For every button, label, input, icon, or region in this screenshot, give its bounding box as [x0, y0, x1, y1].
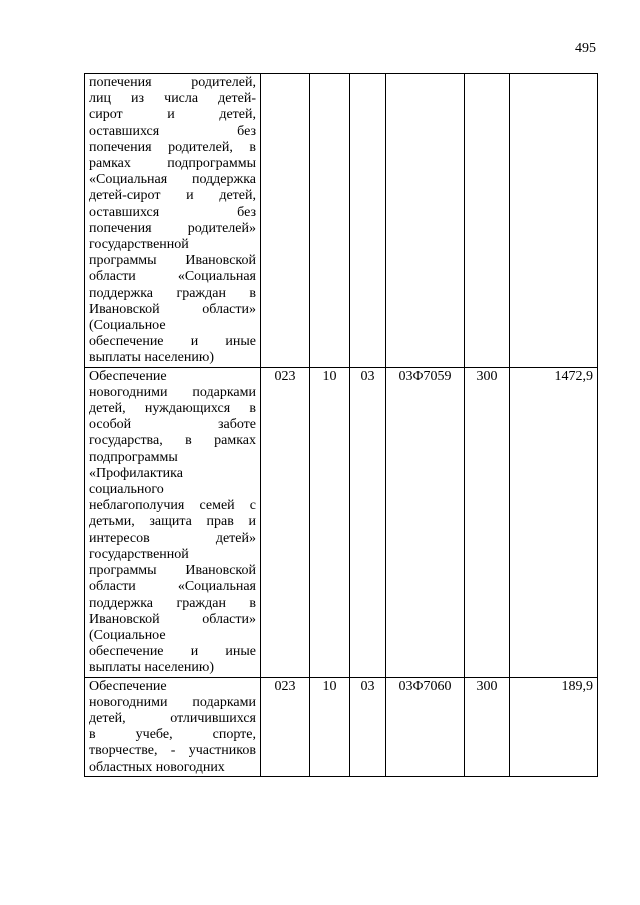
target-item-cell	[386, 74, 465, 368]
description-line: Обеспечение	[89, 678, 167, 694]
description-line: лиц из числа детей-	[89, 91, 256, 107]
subsection-code-cell: 03	[350, 367, 386, 677]
table-row	[85, 677, 598, 776]
description-line: новогодними подарками	[89, 694, 256, 710]
description-line: программы Ивановской	[89, 253, 256, 269]
description-line: новогодними подарками	[89, 384, 256, 400]
subsection-code-cell: 03	[350, 677, 386, 776]
target-item-cell: 03Ф7059	[386, 367, 465, 677]
table-body	[85, 74, 598, 777]
description-line: Ивановской области»	[89, 301, 256, 317]
description-line: выплаты населению)	[89, 350, 214, 366]
description-line: программы Ивановской	[89, 563, 256, 579]
subsection-code-cell	[350, 74, 386, 368]
description-cell	[85, 677, 261, 776]
description-line: детей-сирот и детей,	[89, 188, 256, 204]
ministry-code-cell: 023	[261, 367, 310, 677]
ministry-code-cell	[261, 74, 310, 368]
description-cell	[85, 74, 261, 368]
description-cell	[85, 367, 261, 677]
description-line: творчестве, - участников	[89, 743, 256, 759]
description-line: оставшихся без	[89, 204, 256, 220]
description-line: попечения родителей, в	[89, 139, 256, 155]
page-number: 495	[575, 41, 596, 56]
description-line: областных новогодних	[89, 759, 225, 775]
section-code-cell: 10	[310, 677, 350, 776]
description-line: Обеспечение	[89, 368, 167, 384]
description-line: государственной	[89, 546, 189, 562]
description-line: интересов детей»	[89, 530, 256, 546]
table-row	[85, 74, 598, 368]
description-line: детей, нуждающихся в	[89, 401, 256, 417]
description-line: поддержка граждан в	[89, 285, 256, 301]
amount-cell: 1472,9	[510, 367, 598, 677]
description-line: рамках подпрограммы	[89, 156, 256, 172]
description-line: попечения родителей»	[89, 220, 256, 236]
section-code-cell	[310, 74, 350, 368]
description-line: в учебе, спорте,	[89, 727, 256, 743]
description-line: выплаты населению)	[89, 660, 214, 676]
description-line: попечения родителей,	[89, 75, 256, 90]
description-line: детьми, защита прав и	[89, 514, 256, 530]
description-line: области «Социальная	[89, 579, 256, 595]
expense-type-cell	[465, 74, 510, 368]
description-line: обеспечение и иные	[89, 644, 256, 660]
description-line: области «Социальная	[89, 269, 256, 285]
section-code-cell: 10	[310, 367, 350, 677]
budget-table	[84, 73, 598, 777]
description-line: подпрограммы	[89, 449, 178, 465]
description-line: Ивановской области»	[89, 611, 256, 627]
expense-type-cell: 300	[465, 677, 510, 776]
description-line: обеспечение и иные	[89, 334, 256, 350]
description-line: (Социальное	[89, 627, 166, 643]
amount-cell: 189,9	[510, 677, 598, 776]
target-item-cell: 03Ф7060	[386, 677, 465, 776]
description-line: сирот и детей,	[89, 107, 256, 123]
description-line: детей, отличившихся	[89, 710, 256, 726]
description-line: оставшихся без	[89, 123, 256, 139]
amount-cell	[510, 74, 598, 368]
description-line: неблагополучия семей с	[89, 498, 256, 514]
description-line: (Социальное	[89, 318, 166, 334]
expense-type-cell: 300	[465, 367, 510, 677]
description-line: «Социальная поддержка	[89, 172, 256, 188]
ministry-code-cell: 023	[261, 677, 310, 776]
table-row	[85, 367, 598, 677]
description-line: государственной	[89, 237, 189, 253]
description-line: социального	[89, 482, 164, 498]
description-line: государства, в рамках	[89, 433, 256, 449]
description-line: поддержка граждан в	[89, 595, 256, 611]
description-line: «Профилактика	[89, 465, 183, 481]
description-line: особой заботе	[89, 417, 256, 433]
